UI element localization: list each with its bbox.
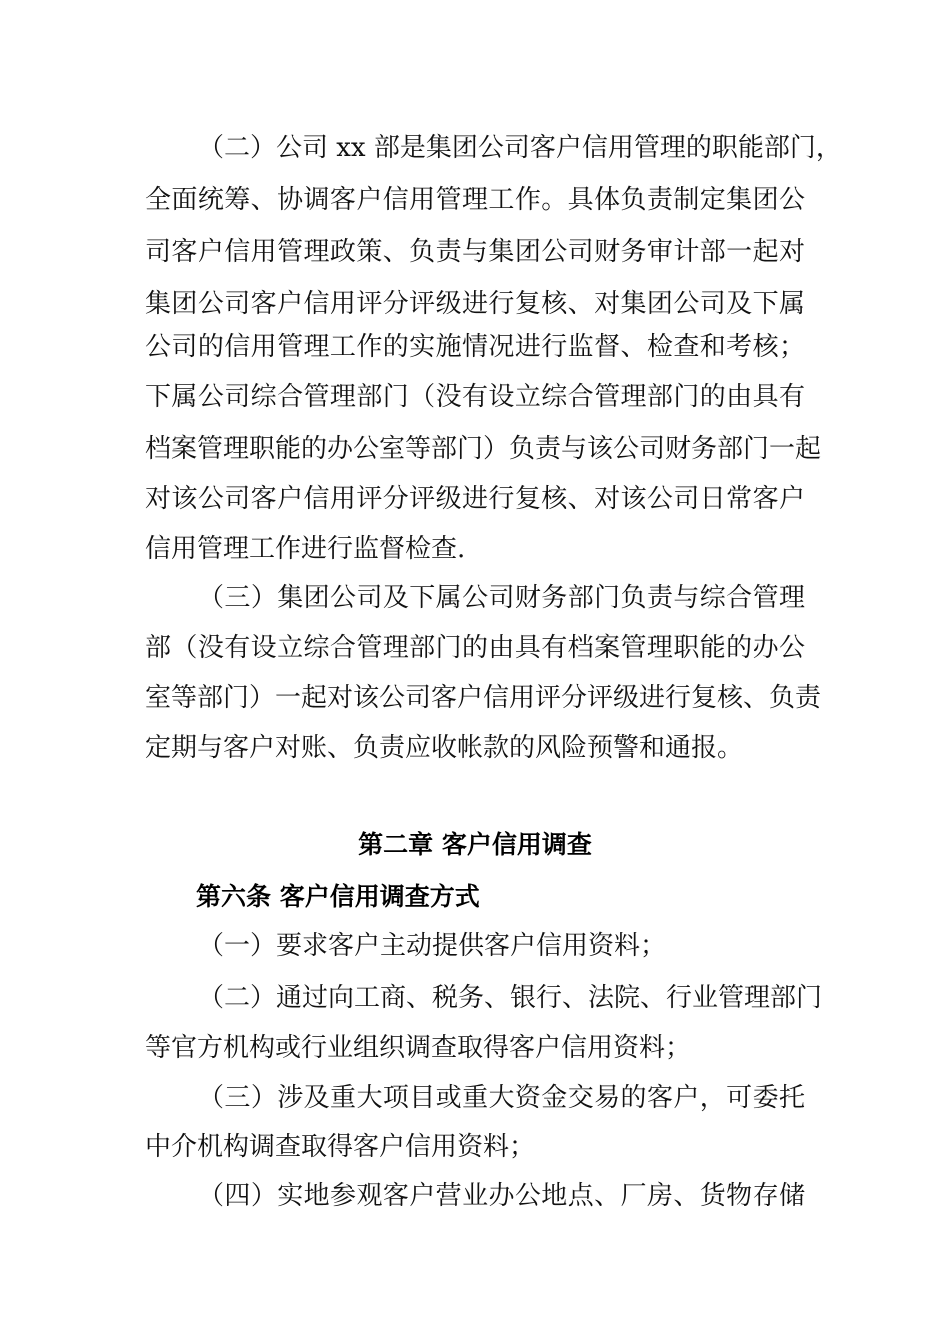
- article-title: 第六条 客户信用调查方式: [196, 882, 480, 911]
- paragraph-line: 档案管理职能的办公室等部门）负责与该公司财务部门一起: [145, 434, 822, 464]
- list-item: （三）涉及重大项目或重大资金交易的客户，可委托: [198, 1083, 805, 1113]
- paragraph-line: 室等部门）一起对该公司客户信用评分评级进行复核、负责: [145, 683, 822, 713]
- list-item: （二）通过向工商、税务、银行、法院、行业管理部门: [198, 983, 823, 1013]
- paragraph-line: 下属公司综合管理部门（没有设立综合管理部门的由具有: [145, 382, 805, 412]
- list-item-continuation: 中介机构调查取得客户信用资料；: [145, 1132, 536, 1162]
- paragraph-line: （三）集团公司及下属公司财务部门负责与综合管理: [198, 583, 805, 613]
- paragraph-line: 定期与客户对账、负责应收帐款的风险预警和通报。: [145, 733, 744, 763]
- paragraph-line: 部（没有设立综合管理部门的由具有档案管理职能的办公: [145, 633, 805, 663]
- list-item: （四）实地参观客户营业办公地点、厂房、货物存储: [198, 1181, 805, 1211]
- paragraph-line: 公司的信用管理工作的实施情况进行监督、检查和考核；: [145, 332, 805, 362]
- chapter-title: 第二章 客户信用调查: [358, 830, 592, 859]
- paragraph-line: 对该公司客户信用评分评级进行复核、对该公司日常客户: [145, 484, 805, 514]
- list-item-continuation: 等官方机构或行业组织调查取得客户信用资料；: [145, 1033, 692, 1063]
- paragraph-line: 信用管理工作进行监督检查.: [145, 534, 466, 564]
- paragraph-line: 司客户信用管理政策、负责与集团公司财务审计部一起对: [145, 237, 805, 267]
- list-item: （一）要求客户主动提供客户信用资料；: [198, 931, 667, 961]
- paragraph-line: 全面统筹、协调客户信用管理工作。具体负责制定集团公: [145, 185, 805, 215]
- paragraph-line: 集团公司客户信用评分评级进行复核、对集团公司及下属: [145, 289, 805, 319]
- paragraph-line: （二）公司 xx 部是集团公司客户信用管理的职能部门，: [198, 133, 842, 163]
